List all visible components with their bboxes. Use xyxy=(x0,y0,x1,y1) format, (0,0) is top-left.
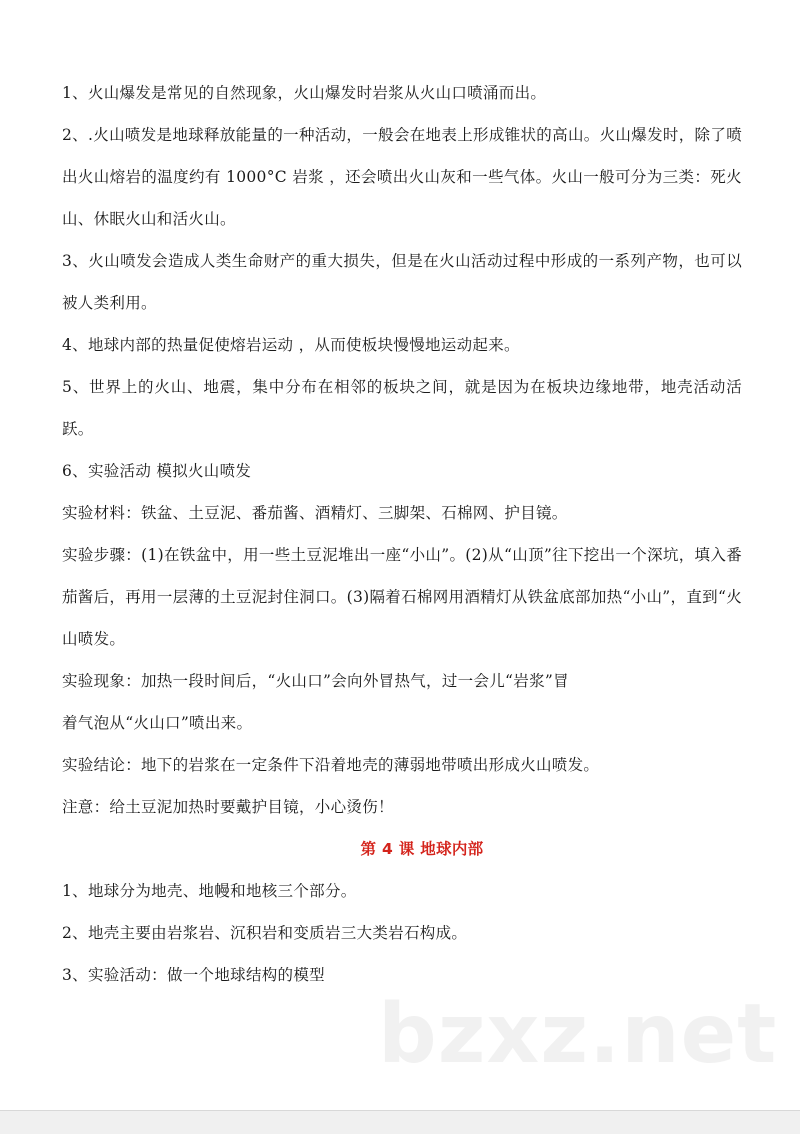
paragraph-4: 4、地球内部的热量促使熔岩运动 ，从而使板块慢慢地运动起来。 xyxy=(62,336,520,354)
section-paragraph-2: 2、地壳主要由岩浆岩、沉积岩和变质岩三大类岩石构成。 xyxy=(62,924,468,942)
section-paragraph-1: 1、地球分为地壳、地幔和地核三个部分。 xyxy=(62,882,357,900)
document-content xyxy=(62,72,742,996)
paragraph-3: 3、火山喷发会造成人类生命财产的重大损失，但是在火山活动过程中形成的一系列产物，也可以被人类利用。 xyxy=(62,252,742,312)
page-bottom-band xyxy=(0,1111,800,1134)
paragraph-5: 5、世界上的火山、地震，集中分布在相邻的板块之间，就是因为在板块边缘地带，地壳活动活跃。 xyxy=(62,378,742,438)
paragraph-6-experiment-title: 6、实验活动 模拟火山喷发 xyxy=(62,462,252,480)
experiment-steps: 实验步骤：(1)在铁盆中，用一些土豆泥堆出一座“小山”。(2)从“山顶”往下挖出一个深坑，填入番茄酱后，再用一层薄的土豆泥封住洞口。(3)隔着石棉网用酒精灯从铁盆底部加热“小山”，直到“火山喷发。 xyxy=(62,546,742,648)
paragraph-2: 2、.火山喷发是地球释放能量的一种活动，一般会在地表上形成锥状的高山。火山爆发时，除了喷出火山熔岩的温度约有 1000°C 岩浆 ，还会喷出火山灰和一些气体。火山一般可分为三类：死火山、休眠火山和活火山。 xyxy=(62,126,742,228)
experiment-phenomenon: 实验现象：加热一段时间后，“火山口”会向外冒热气，过一会儿“岩浆”冒 xyxy=(62,672,569,690)
watermark-logo: bzxz.net xyxy=(378,987,778,1082)
section-heading: 第 4 课 地球内部 xyxy=(360,840,484,858)
experiment-conclusion: 实验结论：地下的岩浆在一定条件下沿着地壳的薄弱地带喷出形成火山喷发。 xyxy=(62,756,600,774)
safety-note: 注意：给土豆泥加热时要戴护目镜，小心烫伤！ xyxy=(62,798,394,816)
section-paragraph-3: 3、实验活动：做一个地球结构的模型 xyxy=(62,966,325,984)
experiment-materials: 实验材料：铁盆、土豆泥、番茄酱、酒精灯、三脚架、石棉网、护目镜。 xyxy=(62,504,568,522)
paragraph-1: 1、火山爆发是常见的自然现象，火山爆发时岩浆从火山口喷涌而出。 xyxy=(62,84,547,102)
experiment-phenomenon-continued: 着气泡从“火山口”喷出来。 xyxy=(62,714,253,732)
